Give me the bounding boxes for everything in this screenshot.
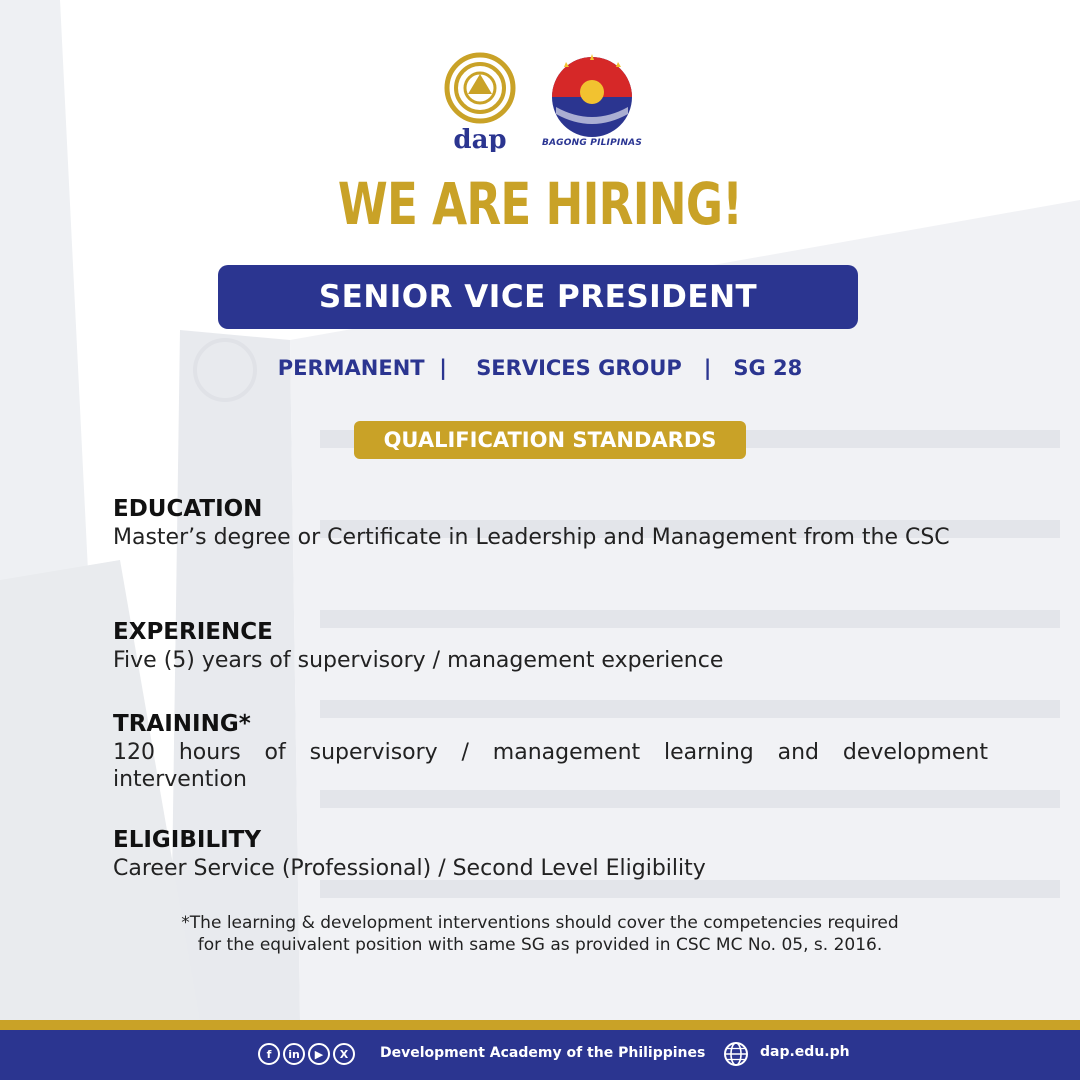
social-icons xyxy=(258,1043,355,1065)
section-education xyxy=(113,494,988,551)
footer-bar xyxy=(0,1030,1080,1080)
footer-url[interactable]: dap.edu.ph xyxy=(760,1044,850,1060)
footnote xyxy=(100,912,980,956)
qualification-standards-badge xyxy=(354,421,746,459)
globe-icon xyxy=(723,1041,749,1067)
bagong-pilipinas-label: BAGONG PILIPINAS xyxy=(541,138,643,148)
facebook-icon[interactable]: f xyxy=(258,1043,280,1065)
meta-separator: | xyxy=(689,356,727,380)
section-text: Master’s degree or Certificate in Leadership and Management from the CSC xyxy=(113,525,950,550)
section-text: 120 hours of supervisory / management learning and development intervention xyxy=(113,740,988,792)
linkedin-icon[interactable]: in xyxy=(283,1043,305,1065)
section-text: Career Service (Professional) / Second Level Eligibility xyxy=(113,856,706,881)
footnote-line-2: for the equivalent position with same SG as provided in CSC MC No. 05, s. 2016. xyxy=(197,935,883,955)
position-meta xyxy=(0,356,1080,380)
youtube-icon[interactable]: ▶ xyxy=(308,1043,330,1065)
meta-grade: SG 28 xyxy=(733,356,803,380)
dap-logo xyxy=(436,52,524,152)
section-heading: EDUCATION xyxy=(113,496,263,522)
meta-group: SERVICES GROUP xyxy=(476,356,682,380)
x-icon[interactable]: X xyxy=(333,1043,355,1065)
qualification-standards-label: QUALIFICATION STANDARDS xyxy=(383,428,717,452)
footer-gold-stripe xyxy=(0,1020,1080,1030)
headline: WE ARE HIRING! xyxy=(337,170,743,238)
position-title-banner xyxy=(218,265,858,329)
section-heading: EXPERIENCE xyxy=(113,619,273,645)
section-heading: TRAINING* xyxy=(113,711,251,737)
position-title: SENIOR VICE PRESIDENT xyxy=(318,279,758,315)
bagong-pilipinas-logo xyxy=(536,52,648,152)
footnote-line-1: *The learning & development interventions should cover the competencies required xyxy=(181,913,899,933)
footer-org-name: Development Academy of the Philippines xyxy=(380,1045,706,1061)
section-experience xyxy=(113,617,988,674)
meta-separator: | xyxy=(431,356,469,380)
section-training xyxy=(113,709,988,793)
section-text: Five (5) years of supervisory / management experience xyxy=(113,648,724,673)
section-heading: ELIGIBILITY xyxy=(113,827,262,853)
meta-status: PERMANENT xyxy=(277,356,425,380)
logo-row xyxy=(0,52,1080,162)
section-eligibility xyxy=(113,825,988,882)
svg-text:dap: dap xyxy=(453,125,507,152)
